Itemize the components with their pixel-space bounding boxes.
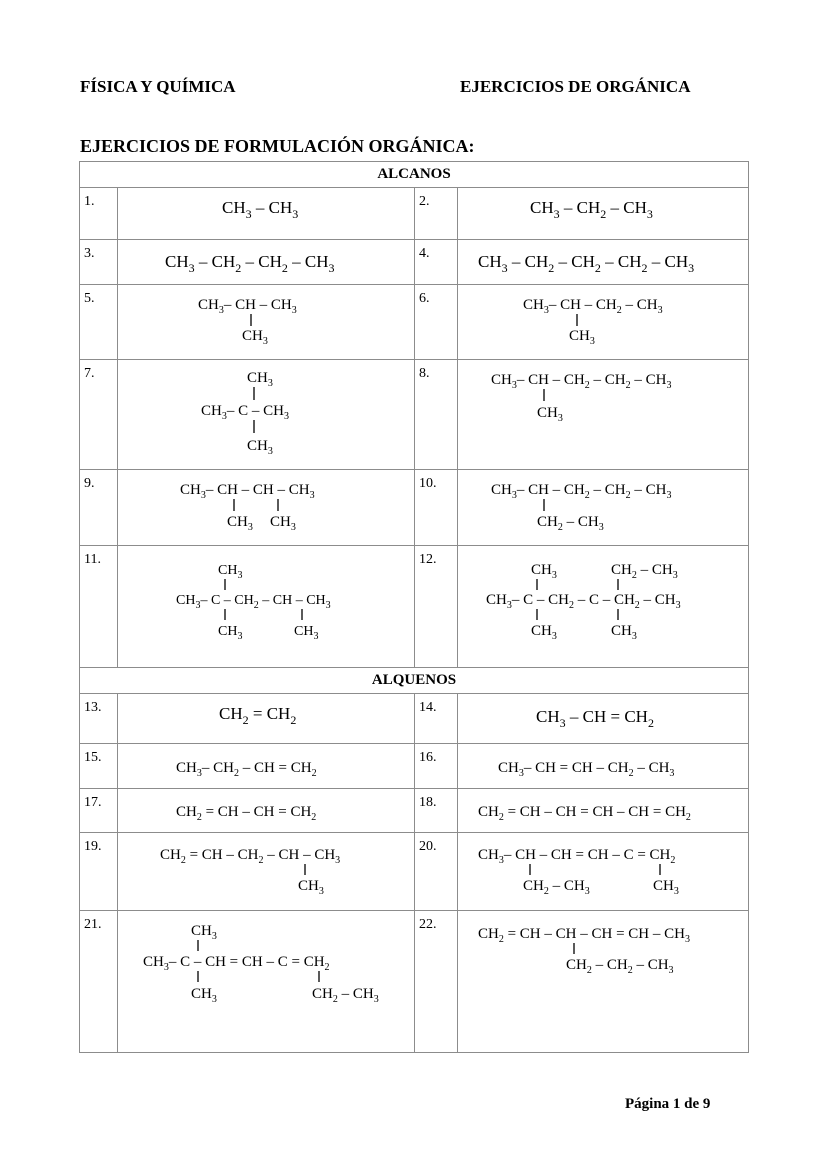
exercise-formula — [458, 694, 749, 744]
svg-text:CH3: $CH_3$ — [611, 623, 637, 642]
exercise-formula — [118, 789, 415, 833]
svg-text:CH2 = CH – CH = CH2: $CH_2$ = CH – CH = $CH_2$ — [176, 804, 317, 823]
exercise-number: 13. — [80, 694, 118, 744]
exercise-number: 2. — [415, 188, 458, 240]
svg-text:CH3 – CH2 – CH2 – CH3: $CH_3 - CH_2 - CH_2 - CH_3$ — [165, 252, 335, 275]
exercise-formula — [458, 911, 749, 1053]
svg-text:CH3– C – CH = CH – C = CH2: $CH_3-$ C – CH = CH – $C = CH_2$ — [143, 954, 330, 973]
exercise-formula — [458, 188, 749, 240]
section-header-alcanos: ALCANOS — [80, 162, 749, 188]
exercise-formula — [118, 188, 415, 240]
exercise-table — [79, 161, 749, 1053]
exercise-formula — [458, 470, 749, 546]
exercise-formula — [458, 546, 749, 668]
exercise-number: 16. — [415, 744, 458, 789]
exercise-formula — [118, 911, 415, 1053]
exercise-number: 9. — [80, 470, 118, 546]
svg-text:CH3: $CH_3$ — [247, 370, 273, 389]
exercise-formula — [118, 744, 415, 789]
page-title: EJERCICIOS DE FORMULACIÓN ORGÁNICA: — [80, 136, 475, 156]
exercise-number: 19. — [80, 833, 118, 911]
svg-text:CH2 – CH2 – CH3: $CH_2 - CH_2 - CH_3$ — [566, 957, 674, 976]
svg-text:CH2 – CH3: $CH_2 - CH_3$ — [537, 514, 604, 533]
svg-text:CH2 = CH – CH = CH – CH = CH2: $CH_2$ = CH – CH = CH – CH = $CH_2$ — [478, 804, 691, 823]
exercise-formula — [118, 360, 415, 470]
svg-text:CH3: $CH_3$ — [227, 514, 253, 533]
exercise-number: 17. — [80, 789, 118, 833]
svg-text:CH3– C – CH3: $CH_3-$ C – $CH_3$ — [201, 403, 289, 422]
svg-text:CH3: $CH_3$ — [569, 328, 595, 347]
exercise-number: 6. — [415, 285, 458, 360]
exercise-number: 4. — [415, 240, 458, 285]
header-subject: FÍSICA Y QUÍMICA — [80, 77, 236, 96]
exercise-number: 10. — [415, 470, 458, 546]
svg-text:CH3: $CH_3$ — [247, 438, 273, 457]
svg-text:CH2 – CH3: $CH_2 - CH_3$ — [312, 986, 379, 1005]
section-header-alquenos: ALQUENOS — [80, 668, 749, 694]
exercise-number: 15. — [80, 744, 118, 789]
exercise-formula — [458, 789, 749, 833]
page-number: Página 1 de 9 — [625, 1096, 711, 1112]
exercise-number: 12. — [415, 546, 458, 668]
svg-text:CH3– CH – CH2 – CH2 – CH3: $CH_3-$ CH – $CH_2 - CH_2 - CH_3$ — [491, 482, 672, 501]
exercise-number: 7. — [80, 360, 118, 470]
svg-text:CH3: $CH_3$ — [531, 623, 557, 642]
svg-text:CH2 – CH3: $CH_2 - CH_3$ — [611, 562, 678, 581]
exercise-formula — [458, 285, 749, 360]
exercise-formula — [118, 470, 415, 546]
svg-text:CH3– CH – CH = CH – C = CH2: $CH_3-$ CH – CH = CH – $C = CH_2$ — [478, 847, 676, 866]
svg-text:CH3: $CH_3$ — [653, 878, 679, 897]
svg-text:CH3 – CH = CH2: $CH_3$ – CH = $CH_2$ — [536, 707, 654, 730]
exercise-number: 14. — [415, 694, 458, 744]
svg-text:CH3: $CH_3$ — [294, 624, 319, 642]
svg-text:CH3– CH – CH3: $CH_3-$ CH – $CH_3$ — [198, 297, 297, 316]
svg-text:CH3 – CH2 – CH2 – CH2 – CH3: $CH_3 - CH_2 - CH_2 - CH_2 - CH_3$ — [478, 252, 695, 275]
svg-text:CH3: $CH_3$ — [531, 562, 557, 581]
exercise-number: 11. — [80, 546, 118, 668]
svg-text:CH3– CH – CH – CH3: $CH_3-$ CH – CH – $CH_3$ — [180, 482, 315, 501]
header-topic: EJERCICIOS DE ORGÁNICA — [460, 77, 691, 96]
exercise-formula — [458, 744, 749, 789]
svg-text:CH3: $CH_3$ — [191, 986, 217, 1005]
svg-text:CH3– CH = CH – CH2 – CH3: $CH_3-$ CH = CH – $CH_2 - CH_3$ — [498, 760, 675, 779]
svg-text:CH3: $CH_3$ — [242, 328, 268, 347]
exercise-formula — [118, 285, 415, 360]
svg-text:CH3– CH2 – CH = CH2: $CH_3-$ $CH_2$ – CH = $CH_2$ — [176, 760, 317, 779]
exercise-number: 1. — [80, 188, 118, 240]
exercise-formula — [458, 240, 749, 285]
exercise-number: 3. — [80, 240, 118, 285]
svg-text:CH3– CH – CH2 – CH3: $CH_3-$ CH – $CH_2 - CH_3$ — [523, 297, 663, 316]
exercise-formula — [458, 833, 749, 911]
svg-text:CH3 – CH2 – CH3: $CH_3 - CH_2 - CH_3$ — [530, 198, 653, 221]
svg-text:CH3: $CH_3$ — [218, 624, 243, 642]
svg-text:CH2 – CH3: $CH_2 - CH_3$ — [523, 878, 590, 897]
svg-text:CH3: $CH_3$ — [270, 514, 296, 533]
svg-text:CH3: $CH_3$ — [218, 563, 243, 581]
svg-text:CH2 = CH – CH2 – CH – CH3: $CH_2$ = CH – $CH_2$ – CH – $CH_3$ — [160, 847, 341, 866]
exercise-formula — [118, 833, 415, 911]
svg-text:CH3– CH – CH2 – CH2 – CH3: $CH_3-$ CH – $CH_2 - CH_2 - CH_3$ — [491, 372, 672, 391]
svg-text:CH3– C – CH2 – C – CH2 – CH3: $CH_3-$ C – $CH_2$ – C – $CH_2 - CH_3$ — [486, 592, 681, 611]
svg-text:CH3 – CH3: $CH_3 - CH_3$ — [222, 198, 299, 221]
svg-text:CH2 = CH – CH – CH = CH – CH3: $CH_2$ = CH – CH – CH = CH – $CH_3$ — [478, 926, 690, 945]
exercise-formula — [118, 546, 415, 668]
exercise-formula — [118, 694, 415, 744]
exercise-number: 18. — [415, 789, 458, 833]
svg-text:CH3– C – CH2 – CH – CH3: $CH_3-$ C – $CH_2$ – CH – $CH_3$ — [176, 593, 331, 611]
svg-text:CH2 = CH2: $CH_2 = CH_2$ — [219, 704, 297, 727]
exercise-formula — [118, 240, 415, 285]
exercise-number: 20. — [415, 833, 458, 911]
exercise-formula — [458, 360, 749, 470]
svg-text:CH3: $CH_3$ — [537, 405, 563, 424]
exercise-number: 22. — [415, 911, 458, 1053]
svg-text:CH3: $CH_3$ — [191, 923, 217, 942]
svg-text:CH3: $CH_3$ — [298, 878, 324, 897]
exercise-number: 8. — [415, 360, 458, 470]
exercise-number: 5. — [80, 285, 118, 360]
exercise-number: 21. — [80, 911, 118, 1053]
